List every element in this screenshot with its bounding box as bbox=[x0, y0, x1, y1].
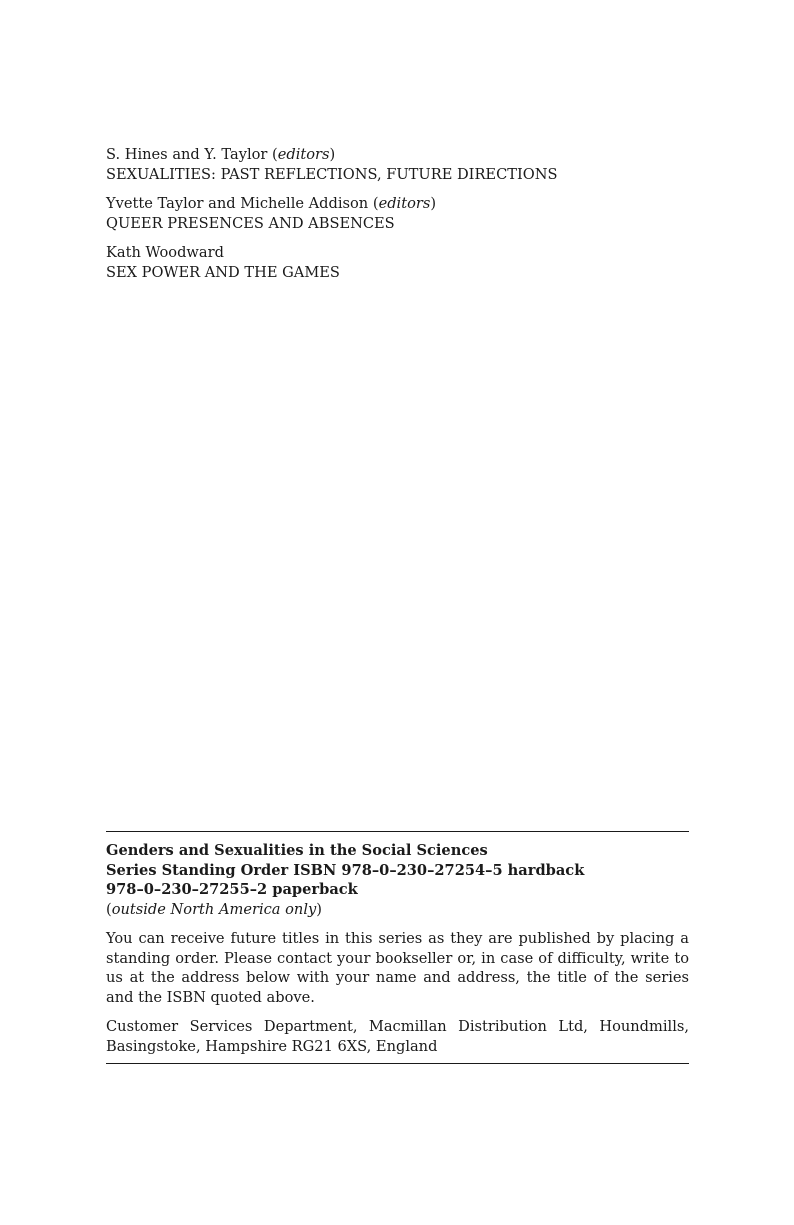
book-authors-names: Yvette Taylor and Michelle Addison bbox=[106, 195, 369, 212]
book-title: SEX POWER AND THE GAMES bbox=[106, 263, 340, 281]
standing-order-paragraph: You can receive future titles in this series as they are published by placing a standing order. Please contact your bookseller or, in case of difficulty, write to us at the address below with your name and address, the title of the series and the ISBN quoted above. bbox=[106, 930, 689, 1006]
series-isbn-hardback: Series Standing Order ISBN 978–0–230–27254–5 hardback bbox=[106, 861, 585, 879]
series-region-note: (outside North America only) bbox=[106, 900, 322, 918]
book-authors-names: S. Hines and Y. Taylor bbox=[106, 146, 268, 163]
series-name: Genders and Sexualities in the Social Sciences bbox=[106, 842, 488, 859]
book-entry-2 bbox=[106, 194, 696, 233]
book-authors: S. Hines and Y. Taylor (editors) bbox=[106, 146, 336, 163]
book-list bbox=[106, 145, 696, 292]
series-standing-order-box bbox=[106, 831, 689, 1064]
book-title: QUEER PRESENCES AND ABSENCES bbox=[106, 214, 395, 232]
series-isbn-paperback: 978–0–230–27255–2 paperback bbox=[106, 881, 358, 898]
distributor-address: Customer Services Department, Macmillan Distribution Ltd, Houndmills, Basingstoke, Hampshire RG21 6XS, England bbox=[106, 1018, 689, 1055]
book-entry-1 bbox=[106, 145, 696, 184]
book-authors: Kath Woodward bbox=[106, 244, 224, 261]
book-role: editors bbox=[277, 146, 330, 163]
book-authors: Yvette Taylor and Michelle Addison (editors) bbox=[106, 195, 437, 212]
series-region-note-text: outside North America only bbox=[111, 900, 317, 918]
book-title: SEXUALITIES: PAST REFLECTIONS, FUTURE DIRECTIONS bbox=[106, 165, 558, 183]
book-role: editors bbox=[378, 195, 431, 212]
book-entry-3 bbox=[106, 243, 696, 282]
